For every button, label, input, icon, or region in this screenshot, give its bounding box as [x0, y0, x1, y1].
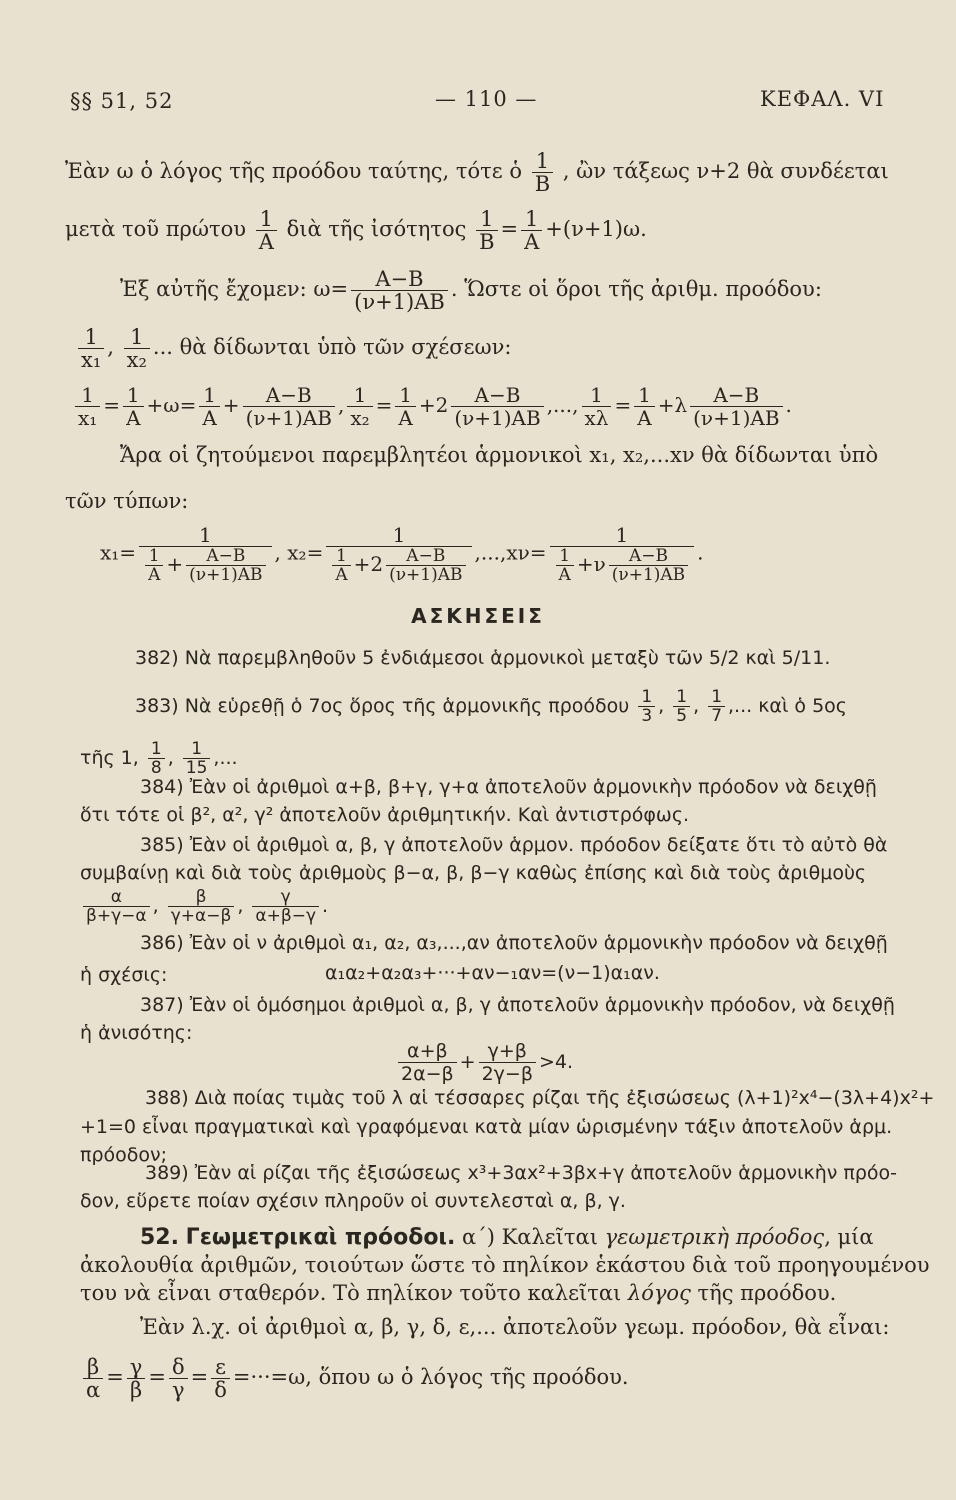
- frac-den: 7: [708, 706, 725, 725]
- text-span: >4.: [538, 1051, 574, 1073]
- fraction: [556, 547, 574, 584]
- frac-den: γ+α−β: [168, 906, 235, 925]
- frac-den: δ: [211, 1378, 230, 1401]
- frac-num: 1: [336, 546, 347, 566]
- fraction: [243, 384, 335, 429]
- frac-num: 1: [191, 739, 203, 759]
- frac-num: A−B: [406, 546, 446, 566]
- frac-num: 1: [535, 149, 550, 173]
- section-52-line2: ἀκολουθία ἀριθμῶν, τοιούτων ὥστε τὸ πηλίκον ἑκάστου διὰ τοῦ προηγουμένου: [80, 1253, 930, 1277]
- frac-den: A: [521, 230, 542, 253]
- text-span: +: [459, 1051, 476, 1073]
- frac-den: (ν+1)AB: [386, 565, 465, 584]
- text-span: ,: [107, 335, 114, 359]
- frac-num: γ: [129, 1355, 143, 1379]
- frac-num: A−B: [375, 267, 424, 291]
- fraction: [398, 1040, 457, 1085]
- frac-den: xλ: [582, 406, 612, 429]
- text-span: τῆς προόδου.: [690, 1281, 837, 1305]
- text-span: =: [500, 217, 519, 241]
- header-section-ref: §§ 51, 52: [70, 89, 174, 113]
- frac-num: A−B: [474, 383, 521, 407]
- frac-den: 5: [673, 706, 690, 725]
- text-span: ,...,: [474, 540, 507, 565]
- frac-den: A: [556, 565, 574, 584]
- frac-num: α+β: [407, 1040, 448, 1062]
- frac-den: x₁: [75, 406, 100, 429]
- frac-den: 15: [183, 758, 211, 777]
- frac-num: 1: [480, 207, 494, 231]
- frac-num: 1: [148, 546, 160, 566]
- exercise-383: 383) Νὰ εὑρεθῇ ὁ 7ος ὅρος τῆς ἁρμονικῆς προόδου $\frac{1}{3}$ , $\frac{1}{5}$ , $\frac{1}{7}$ ,... καὶ ὁ 5ος: [135, 687, 847, 726]
- frac-num: 1: [641, 687, 653, 707]
- text-span: , ὢν τάξεως ν+2 θὰ συνδέεται: [562, 159, 889, 183]
- fraction: [127, 1356, 146, 1401]
- frac-num: 1: [676, 687, 688, 707]
- frac-num: 1: [150, 739, 162, 759]
- fraction: [78, 326, 104, 371]
- exercise-385-fracs: $\frac{\alpha}{\beta+\gamma-\alpha}$ , $\frac{\beta}{\gamma+\alpha-\beta}$ , $\frac{\gamma}{\alpha+\beta-\gamma}$ .: [80, 888, 328, 925]
- text-span: ,: [274, 540, 281, 565]
- frac-den: β: [127, 1378, 145, 1401]
- frac-num: 1: [638, 383, 651, 407]
- exercise-386-formula: α₁α₂+α₂α₃+···+αν−₁αν=(ν−1)α₁αν.: [325, 962, 660, 984]
- text-line: [120, 268, 822, 313]
- frac-den: A: [256, 230, 277, 253]
- frac-num: α: [110, 887, 122, 907]
- fraction: [609, 547, 688, 584]
- text-span: +λ: [657, 393, 688, 417]
- fraction: [479, 1040, 536, 1085]
- exercise-388-cont: +1=0 εἶναι πραγματικαὶ καὶ γραφόμεναι κατὰ μίαν ὡρισμένην τάξιν ἀποτελοῦν ἁρμ.: [80, 1116, 893, 1138]
- term: γεωμετρικὴ πρόοδος: [604, 1225, 825, 1249]
- exercise-384: 384) Ἐὰν οἱ ἀριθμοὶ α+β, β+γ, γ+α ἀποτελοῦν ἁρμονικὴν πρόοδον νὰ δειχθῇ: [140, 776, 877, 798]
- frac-den: A: [145, 565, 163, 584]
- exercise-386: 386) Ἐὰν οἱ ν ἀριθμοὶ α₁, α₂, α₃,...,αν ἀποτελοῦν ἁρμονικὴν πρόοδον νὰ δειχθῇ: [140, 932, 888, 954]
- text-span: α΄) Καλεῖται: [455, 1225, 605, 1249]
- fraction: [183, 740, 211, 777]
- text-span: διὰ τῆς ἰσότητος: [286, 217, 467, 241]
- text-span: =: [375, 393, 393, 417]
- fraction: [395, 384, 415, 429]
- frac-den: [139, 546, 271, 584]
- text-span: 383) Νὰ εὑρεθῇ ὁ 7ος ὅρος τῆς ἁρμονικῆς προόδου: [135, 695, 630, 717]
- frac-num: δ: [171, 1355, 185, 1379]
- exercise-385: 385) Ἐὰν οἱ ἀριθμοὶ α, β, γ ἀποτελοῦν ἁρμον. πρόοδον δείξατε ὅτι τὸ αὐτὸ θὰ: [140, 834, 888, 856]
- text-span: μετὰ τοῦ πρώτου: [65, 217, 247, 241]
- frac-num: 1: [203, 383, 216, 407]
- frac-num: 1: [130, 325, 144, 349]
- text-span: ,...,: [546, 393, 579, 417]
- section-52-line3: [80, 1280, 836, 1306]
- frac-num: 1: [711, 687, 723, 707]
- fraction: [252, 888, 319, 925]
- frac-den: B: [532, 172, 553, 195]
- frac-num: 1: [525, 207, 539, 231]
- frac-num: A−B: [713, 383, 760, 407]
- fraction: [123, 384, 143, 429]
- section-52-line4: Ἐὰν λ.χ. οἱ ἀριθμοὶ α, β, γ, δ, ε,... ἀποτελοῦν γεωμ. πρόοδον, θὰ εἶναι:: [140, 1315, 890, 1339]
- frac-den: (ν+1)AB: [243, 406, 335, 429]
- fraction: [145, 547, 163, 584]
- fraction: [351, 268, 448, 313]
- text-span: +2: [353, 552, 384, 576]
- section-52-line1: [140, 1224, 874, 1251]
- frac-den: (ν+1)AB: [351, 290, 448, 313]
- frac-num: 1: [392, 523, 406, 547]
- term: λόγος: [627, 1281, 691, 1305]
- text-span: +: [166, 552, 184, 576]
- fraction: [708, 688, 725, 725]
- text-line: Ἄρα οἱ ζητούμενοι παρεμβλητέοι ἁρμονικοὶ x₁, x₂,...xν θὰ δίδωνται ὑπὸ: [120, 443, 879, 467]
- text-span: ,: [337, 393, 345, 417]
- frac-num: γ+β: [487, 1040, 527, 1062]
- section-52-ratios: $\frac{\beta}{\alpha}$ = $\frac{\gamma}{\beta}$ = $\frac{\delta}{\gamma}$ = $\frac{\varepsilon}{\delta}$ =···=ω, ὅπου ω ὁ λόγος τῆς προόδου.: [80, 1356, 629, 1401]
- fraction: [673, 688, 690, 725]
- frac-den: A: [395, 406, 415, 429]
- frac-num: 1: [81, 383, 95, 407]
- frac-den: β+γ−α: [83, 906, 150, 925]
- text-span: xν=: [506, 540, 547, 565]
- text-span: =: [103, 393, 121, 417]
- equation-line: [72, 384, 792, 429]
- fraction: [83, 888, 150, 925]
- frac-den: B: [476, 230, 497, 253]
- fraction: [532, 150, 553, 195]
- fraction: [634, 384, 654, 429]
- text-span: του νὰ εἶναι σταθερόν. Τὸ πηλίκον τοῦτο καλεῖται: [80, 1281, 628, 1305]
- text-line: [65, 208, 647, 253]
- frac-num: A−B: [265, 383, 312, 407]
- text-span: +(ν+1)ω.: [545, 217, 647, 241]
- text-span: ,...: [213, 747, 238, 769]
- text-span: +ν: [576, 552, 606, 576]
- frac-den: A: [634, 406, 654, 429]
- fraction: [451, 384, 543, 429]
- fraction: [75, 384, 100, 429]
- text-span: =···=ω, ὅπου ω ὁ λόγος τῆς προόδου.: [232, 1365, 629, 1389]
- frac-den: α: [83, 1378, 103, 1401]
- exercise-382: 382) Νὰ παρεμβληθοῦν 5 ἐνδιάμεσοι ἁρμονικοὶ μεταξὺ τῶν 5/2 καὶ 5/11.: [135, 647, 831, 669]
- exercise-383-cont: τῆς 1, $\frac{1}{8}$ , $\frac{1}{15}$ ,...: [80, 739, 238, 778]
- exercise-389-cont: δον, εὕρετε ποίαν σχέσιν πληροῦν οἱ συντελεσταὶ α, β, γ.: [80, 1190, 626, 1212]
- frac-den: [326, 546, 471, 584]
- fraction: [168, 888, 235, 925]
- frac-num: 1: [353, 383, 367, 407]
- text-span: .: [697, 540, 704, 565]
- frac-num: β: [87, 1355, 100, 1379]
- fraction: [148, 740, 165, 777]
- equation-line: [100, 524, 704, 584]
- frac-den: (ν+1)AB: [690, 406, 782, 429]
- exercises-title: ΑΣΚΗΣΕΙΣ: [411, 604, 545, 628]
- section-number: 52.: [140, 1225, 179, 1250]
- text-span: +: [222, 393, 240, 417]
- frac-num: 1: [259, 207, 273, 231]
- frac-num: γ: [280, 887, 291, 907]
- fraction: [582, 384, 612, 429]
- fraction: [139, 524, 271, 584]
- fraction: [332, 547, 350, 584]
- exercise-386-cont: ἡ σχέσις:: [80, 964, 168, 986]
- frac-den: α+β−γ: [252, 906, 319, 925]
- frac-den: x₂: [124, 348, 150, 371]
- fraction: [199, 384, 219, 429]
- exercise-384-cont: ὅτι τότε οἱ β², α², γ² ἀποτελοῦν ἀριθμητικήν. Καὶ ἀντιστρόφως.: [80, 804, 690, 826]
- text-span: ... θὰ δίδωνται ὑπὸ τῶν σχέσεων:: [152, 335, 512, 359]
- frac-num: 1: [126, 383, 140, 407]
- frac-den: x₂: [347, 406, 372, 429]
- exercise-388: 388) Διὰ ποίας τιμὰς τοῦ λ αἱ τέσσαρες ρίζαι τῆς ἐξισώσεως (λ+1)²x⁴−(3λ+4)x²+: [145, 1087, 935, 1109]
- frac-den: 2α−β: [398, 1062, 457, 1085]
- frac-num: 1: [399, 383, 412, 407]
- text-span: =: [614, 393, 632, 417]
- fraction: [211, 1356, 230, 1401]
- frac-den: γ: [169, 1378, 188, 1401]
- fraction: [690, 384, 782, 429]
- text-span: τῆς 1,: [80, 747, 139, 769]
- fraction: [186, 547, 265, 584]
- frac-num: A−B: [206, 546, 246, 566]
- exercise-387-cont: ἡ ἀνισότης:: [80, 1022, 193, 1044]
- frac-num: 1: [198, 523, 212, 547]
- frac-num: 1: [84, 325, 98, 349]
- text-span: , μία: [824, 1225, 874, 1249]
- fraction: [169, 1356, 188, 1401]
- text-line: [65, 150, 889, 195]
- frac-den: A: [332, 565, 350, 584]
- frac-den: [550, 546, 695, 584]
- frac-den: A: [199, 406, 219, 429]
- fraction: [521, 208, 542, 253]
- frac-num: ε: [215, 1355, 226, 1379]
- frac-num: 1: [559, 546, 571, 566]
- text-span: +2: [418, 393, 449, 417]
- exercise-387: 387) Ἐὰν οἱ ὁμόσημοι ἀριθμοὶ α, β, γ ἀποτελοῦν ἁρμονικὴν πρόοδον, νὰ δειχθῇ: [140, 994, 895, 1016]
- frac-den: (ν+1)AB: [186, 565, 265, 584]
- frac-den: 8: [148, 758, 165, 777]
- text-line: τῶν τύπων:: [65, 489, 189, 513]
- frac-num: 1: [590, 383, 603, 407]
- text-span: Ἐὰν ω ὁ λόγος τῆς προόδου ταύτης, τότε ὁ: [65, 159, 522, 183]
- exercise-387-formula: [395, 1040, 573, 1085]
- section-heading: Γεωμετρικαὶ πρόοδοι.: [185, 1225, 456, 1250]
- fraction: [83, 1356, 103, 1401]
- fraction: [326, 524, 471, 584]
- fraction: [476, 208, 497, 253]
- text-span: .: [785, 393, 792, 417]
- fraction: [386, 547, 465, 584]
- frac-num: β: [195, 887, 207, 907]
- text-span: Ἐξ αὐτῆς ἔχομεν: ω=: [120, 277, 349, 301]
- text-span: καὶ ὁ 5ος: [758, 695, 847, 717]
- text-span: . Ὥστε οἱ ὅροι τῆς ἀριθμ. προόδου:: [450, 277, 822, 301]
- fraction: [256, 208, 277, 253]
- text-span: x₁=: [100, 540, 137, 565]
- frac-num: 1: [615, 523, 629, 547]
- header-page-number: — 110 —: [435, 87, 538, 111]
- frac-den: (ν+1)AB: [451, 406, 543, 429]
- frac-den: A: [123, 406, 143, 429]
- frac-den: (ν+1)AB: [609, 565, 688, 584]
- header-chapter: ΚΕΦΑΛ. VI: [760, 87, 885, 111]
- text-span: x₂=: [287, 540, 324, 565]
- text-span: +ω=: [146, 393, 197, 417]
- fraction: [638, 688, 655, 725]
- exercise-385-cont: συμβαίνῃ καὶ διὰ τοὺς ἀριθμοὺς β−α, β, β−γ καθὼς ἐπίσης καὶ διὰ τοὺς ἀριθμοὺς: [80, 862, 867, 884]
- exercise-388-end: πρόοδον;: [80, 1144, 168, 1166]
- fraction: [550, 524, 695, 584]
- frac-den: x₁: [78, 348, 104, 371]
- fraction: [124, 326, 150, 371]
- text-line: [75, 326, 511, 371]
- fraction: [347, 384, 372, 429]
- frac-den: 2γ−β: [479, 1062, 536, 1085]
- exercise-389: 389) Ἐὰν αἱ ρίζαι τῆς ἐξισώσεως x³+3αx²+3βx+γ ἀποτελοῦν ἁρμονικὴν πρόο-: [145, 1162, 898, 1184]
- frac-den: 3: [638, 706, 655, 725]
- frac-num: A−B: [628, 546, 668, 566]
